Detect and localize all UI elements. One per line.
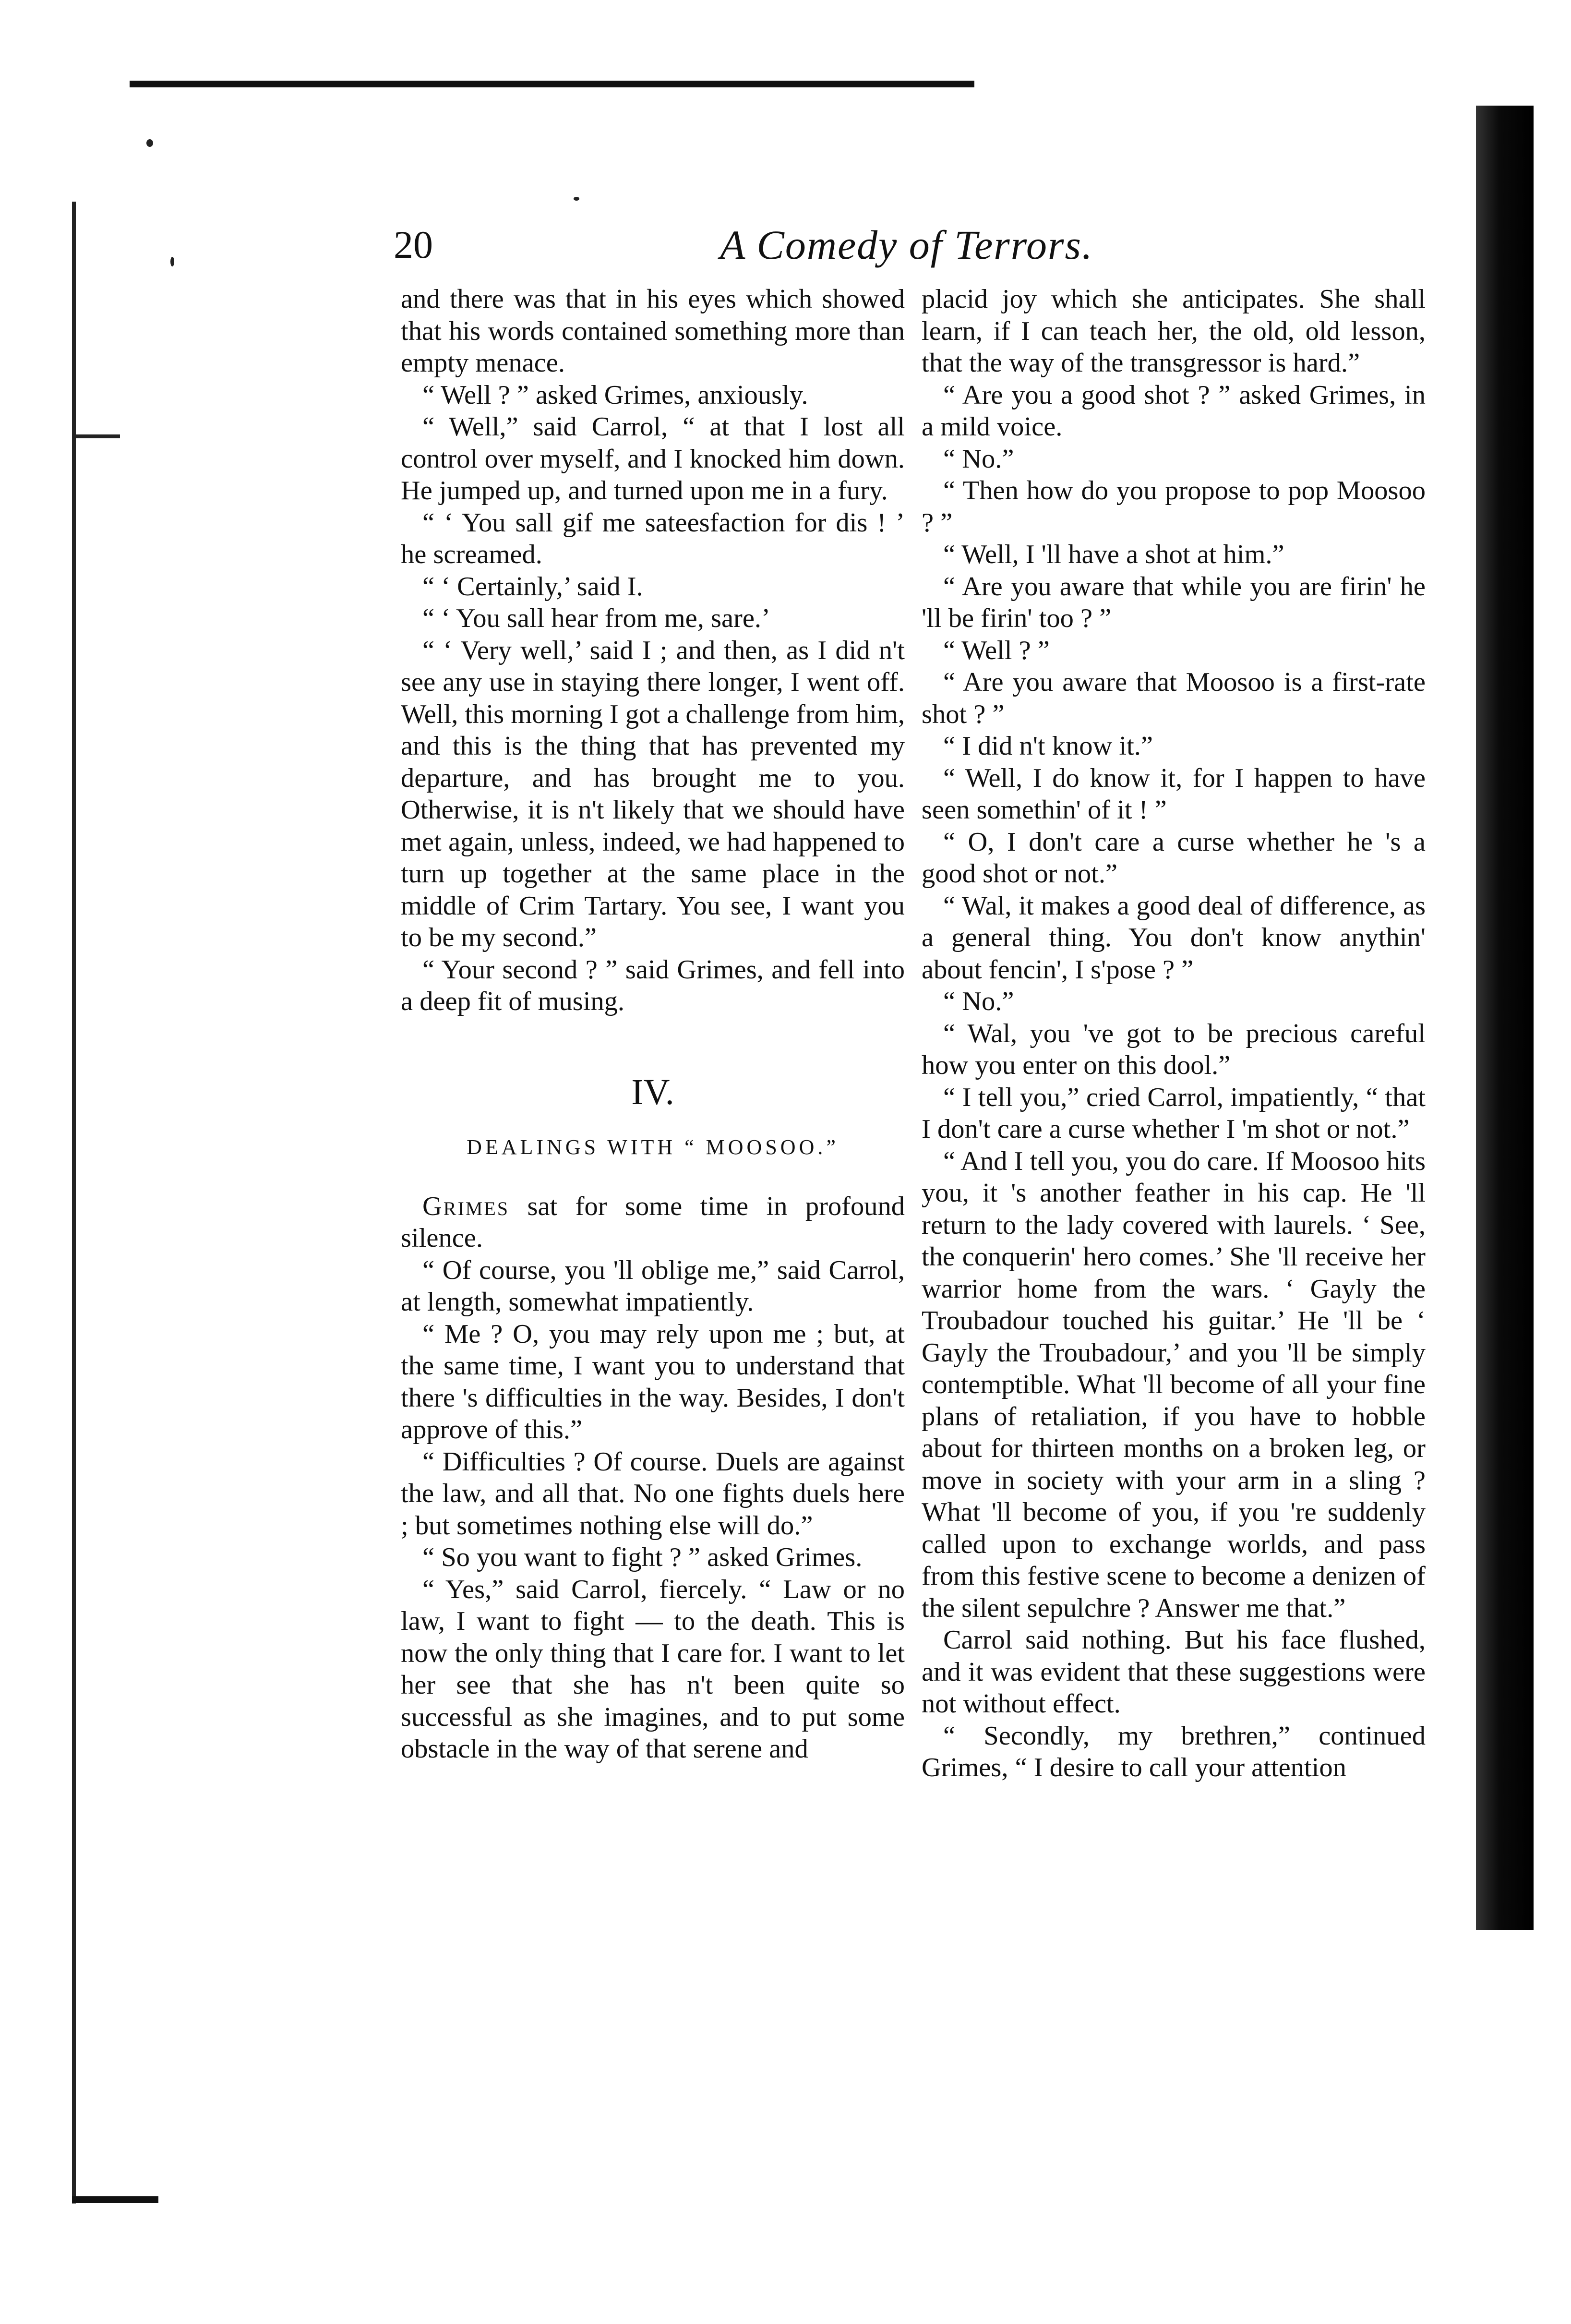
chapter-opening-text: sat for some time in profound silence. <box>401 1191 905 1253</box>
paragraph: “ O, I don't care a curse whether he 's a good shot or not.” <box>922 827 1426 889</box>
paragraph: Carrol said nothing. But his face flushed, and it was evident that these suggestions were not without effect. <box>922 1625 1426 1719</box>
chapter-number: IV. <box>631 1072 674 1112</box>
paragraph: “ Me ? O, you may rely upon me ; but, at the same time, I want you to understand that there 's difficulties in the way. Besides, I don't approve of this.” <box>401 1319 905 1445</box>
bottom-border-rule <box>72 2196 158 2203</box>
paragraph: “ Are you aware that while you are firin' he 'll be firin' too ? ” <box>922 571 1426 633</box>
left-border-rule <box>72 202 76 2204</box>
chapter-opening-paragraph <box>401 1191 905 1254</box>
paragraph: “ No.” <box>943 987 1014 1016</box>
ink-speck <box>146 139 153 147</box>
paragraph: “ Difficulties ? Of course. Duels are against the law, and all that. No one fights duels here ; but sometimes nothing else will do.” <box>401 1446 905 1541</box>
paragraph: “ Well, I do know it, for I happen to have seen somethin' of it ! ” <box>922 763 1426 825</box>
paragraph: “ I did n't know it.” <box>943 731 1153 761</box>
paragraph: “ ‘ Certainly,’ said I. <box>422 571 643 602</box>
paragraph: “ Your second ? ” said Grimes, and fell into a deep fit of musing. <box>401 954 905 1016</box>
paragraph: “ Of course, you 'll oblige me,” said Carrol, at length, somewhat impatiently. <box>401 1255 905 1317</box>
running-header <box>394 211 1450 274</box>
paragraph: “ And I tell you, you do care. If Moosoo hits you, it 's another feather in his cap. He 'll return to the lady covered with laurels. ‘ See, the conquerin' hero comes.’ She 'll receive her warrior home from the wars. ‘ Gayly the Troubadour touched his guitar.’ He 'll be ‘ Gayly the Troubadour,’ and you 'll be simply contemptible. What 'll become of all your fine plans of retaliation, if you have to hobble about for thirteen months on a broken leg, or move in society with your arm in a sling ? What 'll become of you, if you 're suddenly called upon to exchange worlds, and pass from this festive scene to become a denizen of the silent sepulchre ? Answer me that.” <box>922 1146 1426 1623</box>
paragraph: “ So you want to fight ? ” asked Grimes. <box>422 1542 863 1572</box>
paragraph: “ Then how do you propose to pop Moosoo ? ” <box>922 476 1426 538</box>
ink-speck <box>170 257 174 266</box>
chapter-title: DEALINGS WITH “ MOOSOO.” <box>467 1135 839 1159</box>
paragraph: “ ‘ Very well,’ said I ; and then, as I did n't see any use in staying there longer, I went off. Well, this morning I got a challenge from him, and this is the thing that has prevented my departure, and has brought me to you. Otherwise, it is n't likely that we should have met again, unless, indeed, we had happened to turn up together at the same place in the middle of Crim Tartary. You see, I want you to be my second.” <box>401 635 905 952</box>
paragraph: “ Well ? ” <box>943 635 1050 665</box>
paragraph: “ Yes,” said Carrol, fiercely. “ Law or no law, I want to fight — to the death. This is now the only thing that I care for. I want to let her see that she has n't been quite so successful as she imagines, and to put some obstacle in the way of that serene and <box>401 1574 905 1764</box>
paragraph: “ ‘ You sall gif me sateesfaction for dis ! ’ he screamed. <box>401 507 905 569</box>
paragraph: “ Well, I 'll have a shot at him.” <box>943 540 1284 569</box>
running-title: A Comedy of Terrors. <box>720 222 1093 268</box>
top-border-rule <box>130 81 974 87</box>
binding-edge-shadow <box>1476 106 1534 1930</box>
paragraph: “ I tell you,” cried Carrol, impatiently, “ that I don't care a curse whether I 'm shot or not.” <box>922 1082 1426 1144</box>
chapter-opening-word: Grimes <box>422 1191 510 1221</box>
ink-speck <box>574 197 579 201</box>
paragraph: “ Well,” said Carrol, “ at that I lost all control over myself, and I knocked him down. He jumped up, and turned upon me in a fury. <box>401 412 905 506</box>
ink-speck <box>72 434 120 438</box>
page-number: 20 <box>394 223 433 266</box>
paragraph: and there was that in his eyes which showed that his words contained something more than empty menace. <box>401 284 905 378</box>
right-text-column <box>922 283 1426 1784</box>
paragraph: “ Wal, you 've got to be precious careful how you enter on this dool.” <box>922 1018 1426 1080</box>
paragraph: “ Are you aware that Moosoo is a first-rate shot ? ” <box>922 667 1426 729</box>
paragraph: “ ‘ You sall hear from me, sare.’ <box>422 603 770 633</box>
left-text-column <box>401 283 905 1765</box>
paragraph: “ Are you a good shot ? ” asked Grimes, in a mild voice. <box>922 380 1426 442</box>
paragraph: “ Well ? ” asked Grimes, anxiously. <box>422 380 808 410</box>
paragraph: placid joy which she anticipates. She shall learn, if I can teach her, the old, old lesson, that the way of the transgressor is hard.” <box>922 284 1426 378</box>
paragraph: “ Wal, it makes a good deal of difference, as a general thing. You don't know anythin' about fencin', I s'pose ? ” <box>922 891 1426 985</box>
paragraph: “ Secondly, my brethren,” continued Grimes, “ I desire to call your attention <box>922 1721 1426 1782</box>
paragraph: “ No.” <box>943 444 1014 474</box>
